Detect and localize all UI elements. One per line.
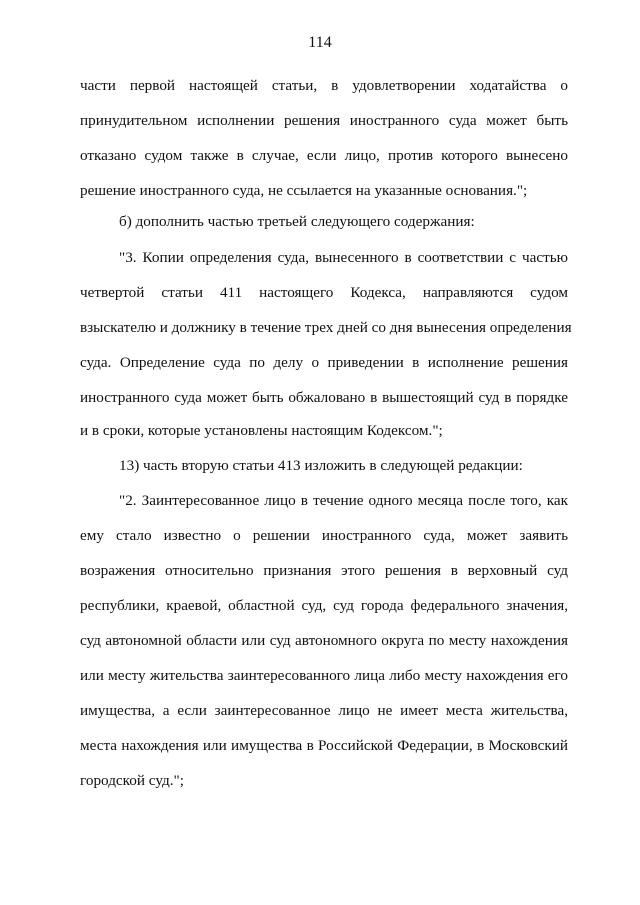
text-line: ему стало известно о решении иностранного суда, может заявить — [80, 527, 568, 544]
text-line: решение иностранного суда, не ссылается на указанные основания."; — [80, 182, 528, 199]
text-line: части первой настоящей статьи, в удовлетворении ходатайства о — [80, 77, 568, 94]
text-line: и в сроки, которые установлены настоящим Кодексом."; — [80, 422, 443, 439]
paragraph-heading: б) дополнить частью третьей следующего содержания: — [119, 213, 475, 230]
text-line: суда. Определение суда по делу о приведении в исполнение решения — [80, 354, 568, 371]
text-line: республики, краевой, областной суд, суд города федерального значения, — [80, 597, 568, 614]
text-line: "3. Копии определения суда, вынесенного в соответствии с частью — [119, 249, 568, 266]
text-line: имущества, а если заинтересованное лицо не имеет места жительства, — [80, 702, 568, 719]
text-line: городской суд."; — [80, 772, 184, 789]
text-line: взыскателю и должнику в течение трех дней со дня вынесения определения — [80, 319, 572, 336]
text-line: иностранного суда может быть обжаловано в вышестоящий суд в порядке — [80, 389, 568, 406]
text-line: четвертой статьи 411 настоящего Кодекса, направляются судом — [80, 284, 568, 301]
text-line: места нахождения или имущества в Российской Федерации, в Московский — [80, 737, 568, 754]
text-line: принудительном исполнении решения иностранного суда может быть — [80, 112, 568, 129]
text-line: суд автономной области или суд автономного округа по месту нахождения — [80, 632, 568, 649]
text-line: или месту жительства заинтересованного лица либо месту нахождения его — [80, 667, 568, 684]
text-line: возражения относительно признания этого решения в верховный суд — [80, 562, 568, 579]
page-number: 114 — [308, 34, 332, 51]
text-line: "2. Заинтересованное лицо в течение одного месяца после того, как — [119, 492, 568, 509]
paragraph-heading: 13) часть вторую статьи 413 изложить в следующей редакции: — [119, 457, 523, 474]
text-line: отказано судом также в случае, если лицо, против которого вынесено — [80, 147, 568, 164]
